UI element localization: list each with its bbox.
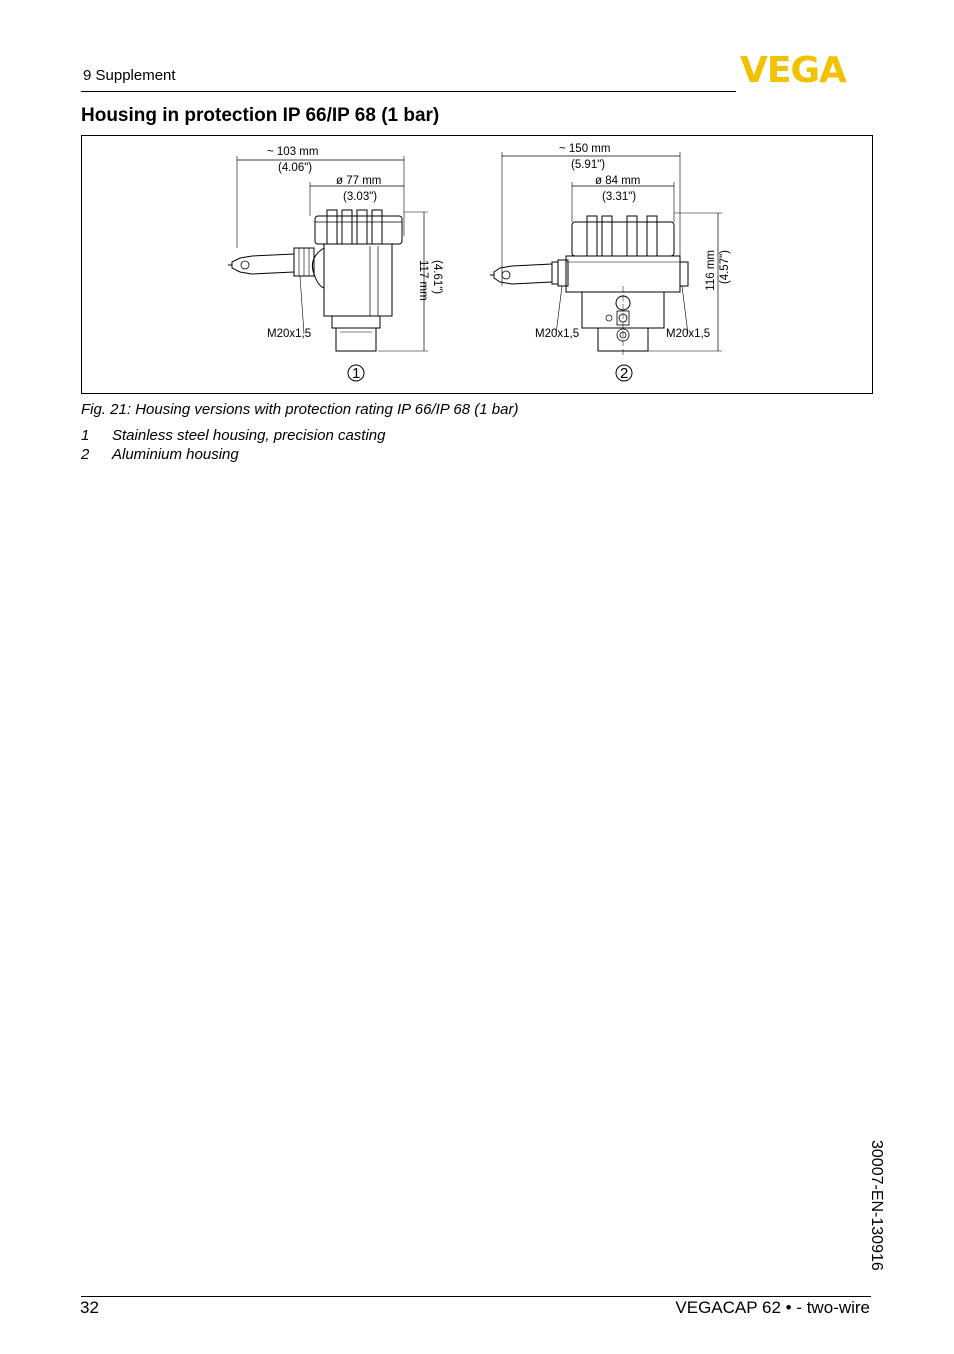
housing-2-thread-right: M20x1,5 xyxy=(666,328,711,340)
housing-2-height-in: (4.57") xyxy=(719,250,731,285)
legend-text: Stainless steel housing, precision casting xyxy=(112,427,386,444)
housing-1-width-mm: ~ 103 mm xyxy=(267,146,319,158)
section-header: 9 Supplement xyxy=(83,67,176,84)
page-title: Housing in protection IP 66/IP 68 (1 bar) xyxy=(81,105,440,126)
page-number: 32 xyxy=(80,1298,99,1317)
legend-number: 1 xyxy=(81,427,90,444)
legend-item xyxy=(81,427,386,446)
housing-1-diameter-mm: ø 77 mm xyxy=(336,175,382,187)
housing-2-thread-left: M20x1,5 xyxy=(535,328,580,340)
product-name: VEGACAP 62 • - two-wire xyxy=(675,1298,870,1317)
housing-drawing xyxy=(82,136,872,393)
housing-2-diameter-mm: ø 84 mm xyxy=(595,175,641,187)
document-id: 30007-EN-130916 xyxy=(868,1140,885,1271)
housing-1-callout: 1 xyxy=(352,365,361,382)
housing-2-diameter-in: (3.31") xyxy=(602,191,637,203)
legend-text: Aluminium housing xyxy=(112,446,239,463)
housing-1-diameter-in: (3.03") xyxy=(343,191,378,203)
housing-2-width-mm: ~ 150 mm xyxy=(559,143,611,155)
figure-caption: Fig. 21: Housing versions with protection rating IP 66/IP 68 (1 bar) xyxy=(81,401,519,418)
header-rule xyxy=(81,91,736,92)
housing-1-height-in: (4.61") xyxy=(431,260,443,295)
legend-item xyxy=(81,446,386,465)
housing-1-drawing xyxy=(228,156,428,381)
housing-2-width-in: (5.91") xyxy=(571,159,606,171)
figure-legend xyxy=(81,427,386,465)
housing-2-height-mm: 116 mm xyxy=(705,250,717,291)
housing-1-thread: M20x1,5 xyxy=(267,328,312,340)
footer-rule xyxy=(81,1296,871,1297)
legend-number: 2 xyxy=(81,446,90,463)
housing-1-height-mm: 117 mm xyxy=(417,260,429,301)
housing-1-width-in: (4.06") xyxy=(278,162,313,174)
vega-logo-text: VEGA xyxy=(740,50,846,86)
figure-housing-drawing xyxy=(81,135,873,394)
housing-2-callout: 2 xyxy=(620,365,629,382)
vega-logo xyxy=(740,50,874,86)
